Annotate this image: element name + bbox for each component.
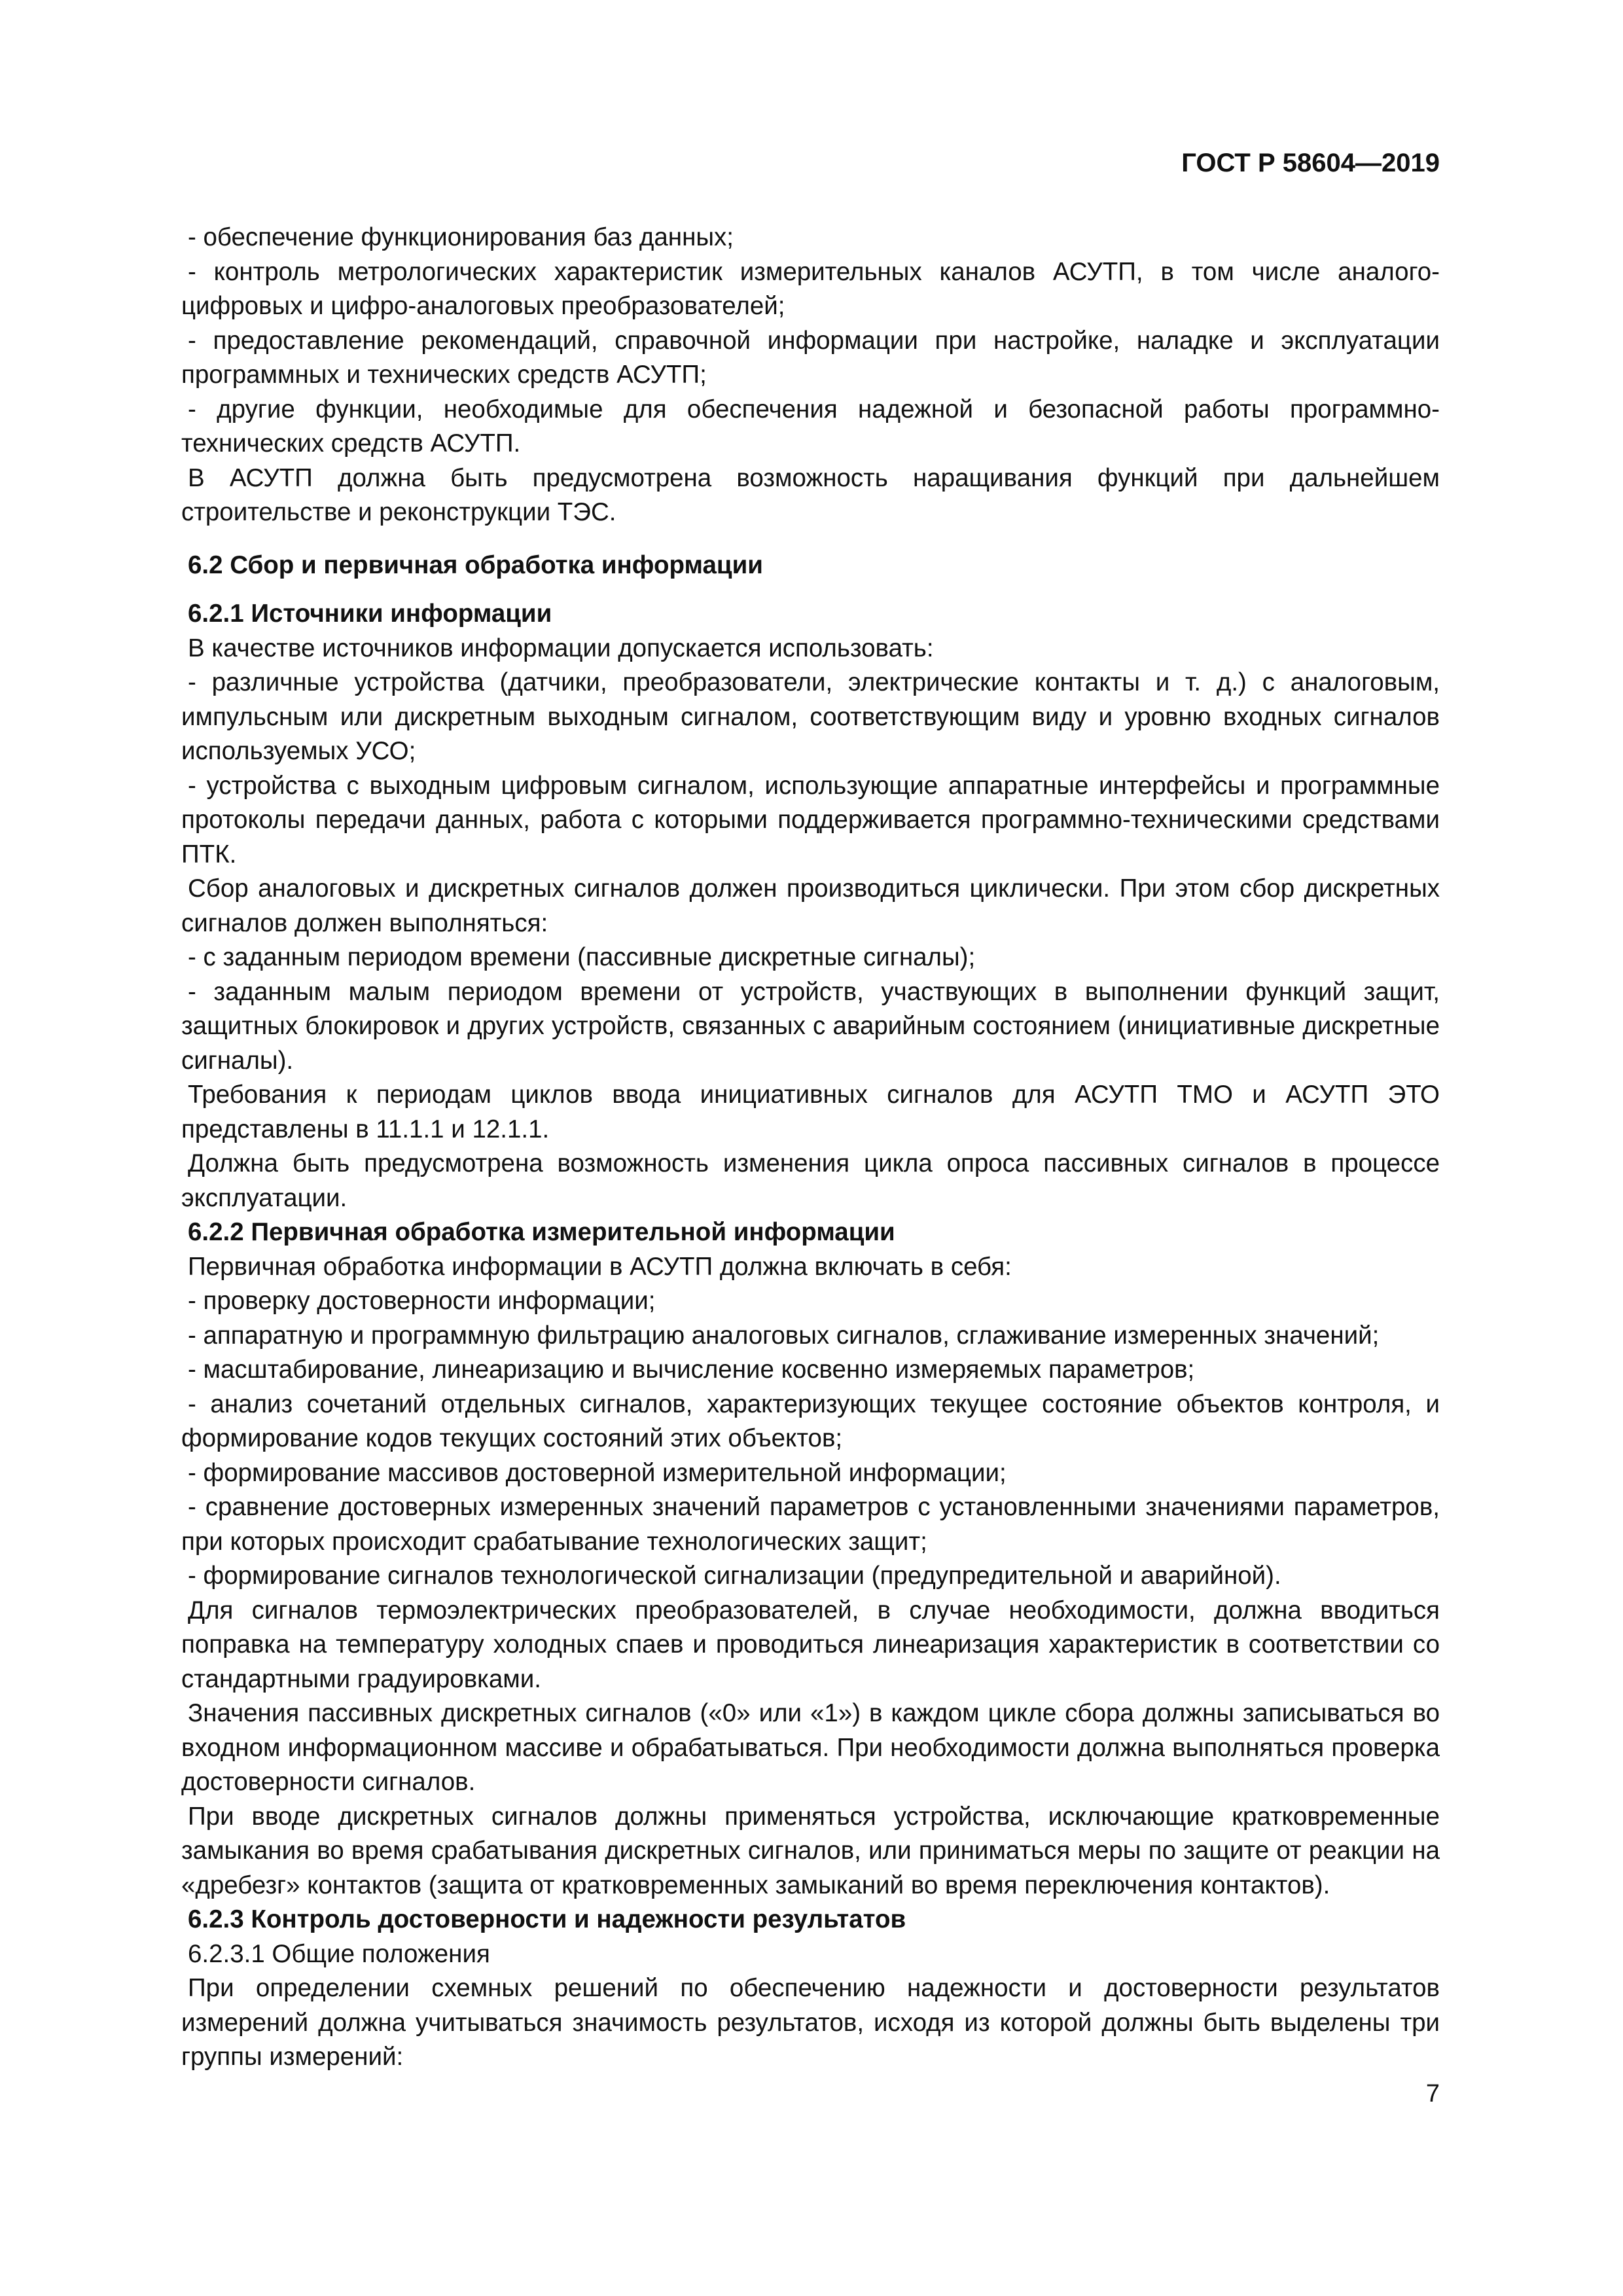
list-item: - устройства с выходным цифровым сигналом, использующие аппаратные интерфейсы и программные протоколы передачи данных, работа с которыми поддерживается программно-техническими средствами ПТК. bbox=[181, 771, 1440, 869]
paragraph: 6.2.3.1 Общие положения bbox=[188, 1939, 490, 1968]
list-item: - контроль метрологических характеристик измерительных каналов АСУТП, в том числе аналого-цифровых и цифро-аналоговых преобразователей; bbox=[181, 257, 1440, 320]
paragraph: Должна быть предусмотрена возможность изменения цикла опроса пассивных сигналов в процессе эксплуатации. bbox=[181, 1149, 1440, 1212]
list-item: - обеспечение функционирования баз данных; bbox=[188, 223, 734, 251]
list-item: - заданным малым периодом времени от устройств, участвующих в выполнении функций защит, защитных блокировок и других устройств, связанных с аварийным состоянием (инициативные дискретные сигналы). bbox=[181, 977, 1440, 1075]
list-item: - анализ сочетаний отдельных сигналов, характеризующих текущее состояние объектов контроля, и формирование кодов текущих состояний этих объектов; bbox=[181, 1390, 1440, 1452]
paragraph: В АСУТП должна быть предусмотрена возможность наращивания функций при дальнейшем строительстве и реконструкции ТЭС. bbox=[181, 463, 1440, 526]
list-item: - формирование сигналов технологической сигнализации (предупредительной и аварийной). bbox=[188, 1562, 1281, 1590]
list-item: - предоставление рекомендаций, справочной информации при настройке, наладке и эксплуатации программных и технических средств АСУТП; bbox=[181, 326, 1440, 389]
list-item: - различные устройства (датчики, преобразователи, электрические контакты и т. д.) с аналоговым, импульсным или дискретным выходным сигналом, соответствующим виду и уровню входных сигналов используемых УСО; bbox=[181, 668, 1440, 765]
list-item: - формирование массивов достоверной измерительной информации; bbox=[188, 1458, 1007, 1487]
list-item: - аппаратную и программную фильтрацию аналоговых сигналов, сглаживание измеренных значений; bbox=[188, 1321, 1380, 1350]
page-number: 7 bbox=[1425, 2080, 1440, 2108]
paragraph: Значения пассивных дискретных сигналов («0» или «1») в каждом цикле сбора должны записываться во входном информационном массиве и обрабатываться. При необходимости должна выполняться проверка достоверности сигналов. bbox=[181, 1699, 1440, 1796]
section-heading: 6.2.3 Контроль достоверности и надежности результатов bbox=[188, 1905, 906, 1933]
section-heading: 6.2 Сбор и первичная обработка информации bbox=[188, 550, 763, 579]
paragraph: При вводе дискретных сигналов должны применяться устройства, исключающие кратковременные замыкания во время срабатывания дискретных сигналов, или приниматься меры по защите от реакции на «дребезг» контактов (защита от кратковременных замыканий во время переключения контактов). bbox=[181, 1802, 1440, 1899]
paragraph: Требования к периодам циклов ввода инициативных сигналов для АСУТП ТМО и АСУТП ЭТО представлены в 11.1.1 и 12.1.1. bbox=[181, 1081, 1440, 1143]
paragraph: Для сигналов термоэлектрических преобразователей, в случае необходимости, должна вводиться поправка на температуру холодных спаев и проводиться линеаризация характеристик в соответствии со стандартными градуировками. bbox=[181, 1596, 1440, 1693]
list-item: - сравнение достоверных измеренных значений параметров с установленными значениями параметров, при которых происходит срабатывание технологических защит; bbox=[181, 1493, 1440, 1556]
list-item: - проверку достоверности информации; bbox=[188, 1287, 656, 1315]
paragraph: При определении схемных решений по обеспечению надежности и достоверности результатов измерений должна учитываться значимость результатов, исходя из которой должны быть выделены три группы измерений: bbox=[181, 1974, 1440, 2071]
document-header-id: ГОСТ Р 58604—2019 bbox=[1181, 149, 1440, 177]
section-heading: 6.2.2 Первичная обработка измерительной информации bbox=[188, 1218, 895, 1246]
document-body bbox=[181, 221, 1440, 2075]
section-heading: 6.2.1 Источники информации bbox=[188, 600, 552, 628]
list-item: - масштабирование, линеаризацию и вычисление косвенно измеряемых параметров; bbox=[188, 1355, 1195, 1384]
list-item: - с заданным периодом времени (пассивные дискретные сигналы); bbox=[188, 943, 976, 971]
paragraph: Сбор аналоговых и дискретных сигналов должен производиться циклически. При этом сбор дискретных сигналов должен выполняться: bbox=[181, 874, 1440, 937]
list-item: - другие функции, необходимые для обеспечения надежной и безопасной работы программно-технических средств АСУТП. bbox=[181, 395, 1440, 457]
paragraph: В качестве источников информации допускается использовать: bbox=[188, 634, 934, 662]
paragraph: Первичная обработка информации в АСУТП должна включать в себя: bbox=[188, 1252, 1012, 1281]
